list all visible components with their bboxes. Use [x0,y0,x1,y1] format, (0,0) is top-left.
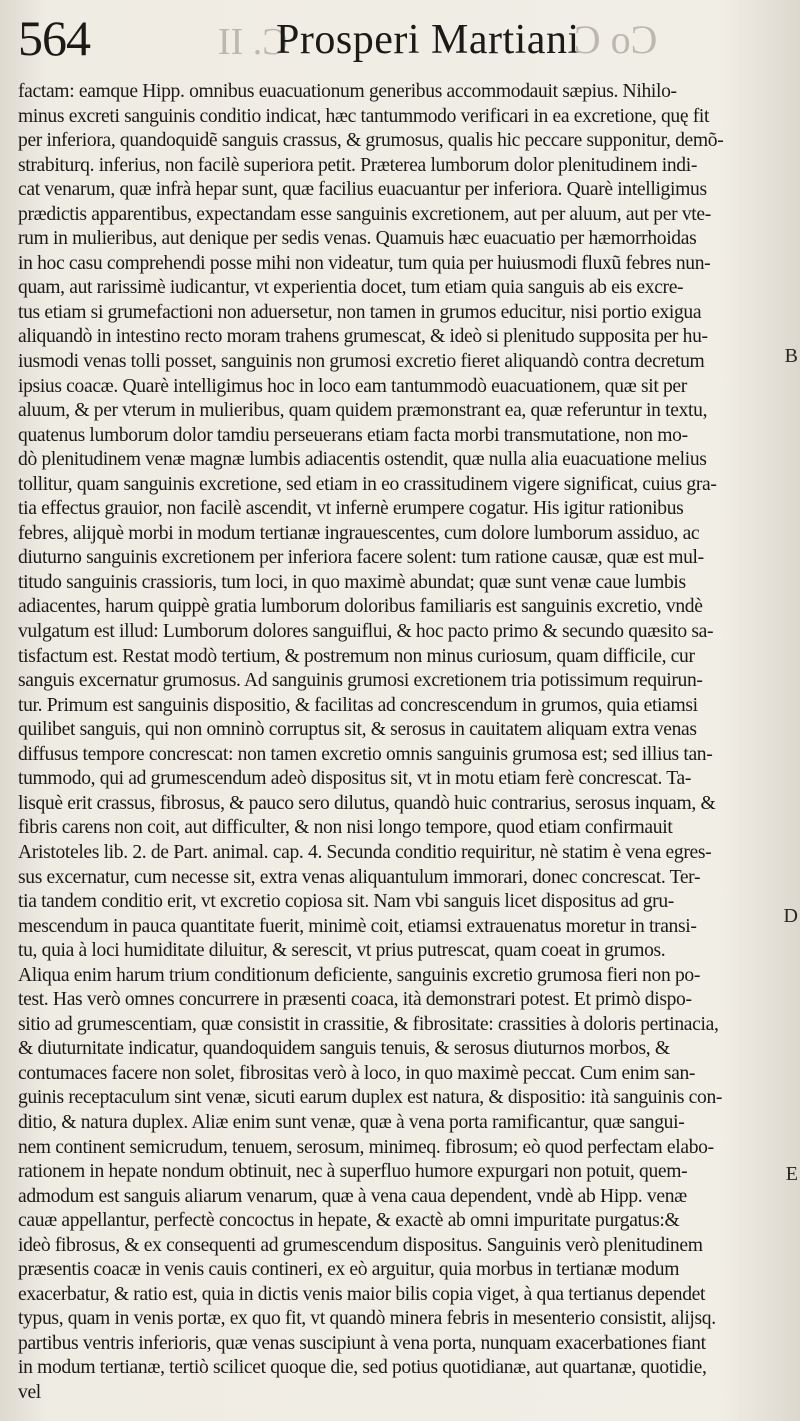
page-header [18,6,778,76]
text-line: diuturno sanguinis excretionem per inferiora facere solent: tum ratione causæ, quæ est mul- [18,547,704,569]
text-line: rum in mulieribus, aut denique per sedis venas. Quamuis hæc euacuatio per hæmorrhoidas [18,228,697,250]
text-line: in modum tertianæ, tertiò scilicet quoque die, sed potius quotidianæ, aut quartanæ, quotidie, [18,1357,707,1379]
text-line: rationem in hepate nondum obtinuit, nec à superfluo humore expurgari non potuit, quem- [18,1161,688,1183]
text-line: aluum, & per vterum in mulieribus, quam quidem præmonstrant ea, quæ referuntur in textu, [18,400,708,422]
text-line: tisfactum est. Restat modò tertium, & postremum non minus curiosum, quam difficile, cur [18,645,695,667]
running-title: Prosperi Martiani [276,17,580,63]
text-line: test. Has verò omnes concurrere in præsenti coaca, ità demonstrari potest. Et primò dispo- [18,989,692,1011]
text-line: iusmodi venas tolli posset, sanguinis non grumosi excretio fieret aliquandò contra decretum [18,351,705,373]
text-line: febres, alijquè morbi in modum tertianæ ingrauescentes, cum dolore lumborum assiduo, ac [18,522,700,544]
page-number: 564 [18,10,90,66]
text-line: Aliqua enim harum trium conditionum deficiente, sanguinis excretio grumosa fieri non po- [18,964,701,986]
text-line: sus excernatur, cum necesse sit, extra venas aliquantulum immorari, donec concrescat. Ter- [18,866,701,888]
text-line: titudo sanguinis crassioris, tum loci, in quo maximè abundat; quæ sunt venæ caue lumbis [18,571,686,593]
bleed-through-text: C. II [218,21,288,63]
text-line: tu, quia à loci humiditate diluitur, & serescit, vt prius putrescat, quam coeat in grumos. [18,940,666,962]
margin-letter: E [785,1163,798,1185]
text-line: præsentis coacæ in venis cauis contineri, ex eò arguitur, quia morbus in tertianæ modum [18,1259,680,1281]
text-line: adiacentes, harum quippè gratia lumborum doloribus familiaris est sanguinis excretio, vndè [18,596,703,618]
bleed-through-text: Co C [574,17,658,62]
text-line: sanguis excernatur grumosus. Ad sanguinis grumosi excretionem tria potissimum requirun- [18,670,703,692]
text-line: quam, aut rarissimè iudicantur, vt experientia docet, tum etiam quia sanguis ab eis excre- [18,277,684,299]
text-line: nem continent semicrudum, tenuem, serosum, minimeq. fibrosum; eò quod perfectam elabo- [18,1136,714,1158]
text-line: diffusus tempore concrescat: non tamen excretio omnis sanguinis grumosa est; sed illius tan- [18,743,713,765]
text-line: ideò fibrosus, & ex consequenti ad grumescendum dispositus. Sanguinis verò plenitudinem [18,1234,703,1256]
text-line: minus excreti sanguinis conditio indicat, hæc tantummodo verificari in ea excretione, quę fit [18,105,710,127]
text-line: tur. Primum est sanguinis dispositio, & facilitas ad concrescendum in grumos, quia etiamsi [18,694,698,716]
text-line: tollitur, quam sanguinis excretione, sed etiam in eo crassitudinem vigere significat, cuius gra- [18,473,717,495]
text-line: strabiturq. inferius, non facilè superiora petit. Præterea lumborum dolor plenitudinem indi- [18,154,697,176]
text-line: guinis receptaculum sint venæ, sicuti earum duplex est natura, & dispositio: ità sanguinis con- [18,1087,723,1109]
text-line: quilibet sanguis, qui non omninò corruptus sit, & serosus in cauitatem aliquam extra venas [18,719,697,741]
text-line: quatenus lumborum dolor tamdiu perseuerans etiam facta morbi transmutatione, non mo- [18,424,688,446]
text-line: exacerbatur, & ratio est, quia in dictis venis maior bilis copia viget, à qua tertianus dependet [18,1283,706,1305]
text-line: vulgatum est illud: Lumborum dolores sanguiflui, & hoc pacto primo & secundo quæsito sa- [18,621,714,643]
text-line: tus etiam si grumefactioni non aduersetur, non tamen in grumos educitur, nisi portio exigua [18,301,702,323]
text-line: factam: eamque Hipp. omnibus euacuationum generibus accommodauit sæpius. Nihilo- [18,81,677,102]
text-line: vel [18,1381,41,1403]
text-line: per inferiora, quandoquidẽ sanguis crassus, & grumosus, qualis hic peccare supponitur, demõ- [18,130,724,152]
text-line: contumaces facere non solet, fibrositas verò à loco, in quo maximè peccat. Cum enim san- [18,1062,696,1084]
text-line: tia tandem conditio erit, vt excretio copiosa sit. Nam vbi sanguis licet dispositus ad gru- [18,891,674,913]
margin-letter: B [784,345,798,367]
text-line: Aristoteles lib. 2. de Part. animal. cap. 4. Secunda conditio requiritur, nè statim è vena egres- [18,841,712,863]
text-line: sitio ad grumescentiam, quæ consistit in crassitie, & fibrositate: crassities à doloris pertinacia, [18,1013,719,1035]
text-line: tummodo, qui ad grumescendum adeò dispositus sit, vt in motu etiam ferè concrescat. Ta- [18,768,692,790]
text-line: cat venarum, quæ infrà hepar sunt, quæ facilius euacuantur per inferiora. Quarè intelligimus [18,179,707,201]
text-line: cauæ appellantur, perfectè concoctus in hepate, & exactè ab omni impuritate purgatus:& [18,1210,680,1232]
text-line: prædictis apparentibus, expectandam esse sanguinis excretionem, aut per aluum, aut per vte- [18,203,711,225]
text-line: & diuturnitate indicatur, quandoquidem sanguis tenuis, & serosus diuturnos morbos, & [18,1038,670,1060]
text-line: lisquè erit crassus, fibrosus, & pauco sero dilutus, quandò huic contrarius, serosus inquam, & [18,792,716,814]
text-line: tia effectus grauior, non facilè ascendit, vt infernè erumpere cogatur. His igitur rationibus [18,498,684,520]
text-line: partibus ventris inferioris, quæ venas suscipiunt à vena porta, nunquam exacerbationes fiant [18,1332,706,1354]
text-line: mescendum in pauca quantitate fuerit, minimè coit, etiamsi extrauenatus moretur in transi- [18,915,697,937]
text-line: fibris carens non coit, aut difficulter, & non nisi longo tempore, quod etiam confirmauit [18,817,673,839]
body-text [18,80,794,1406]
text-line: ditio, & natura duplex. Aliæ enim sunt venæ, quæ à vena porta ramificantur, quæ sangui- [18,1111,685,1133]
text-line: dò plenitudinem venæ magnæ lumbis adiacentis ostendit, quæ nulla alia euacuatione melius [18,449,707,471]
text-line: aliquandò in intestino recto moram trahens grumescat, & ideò si plenitudo supposita per hu- [18,326,708,348]
text-line: admodum est sanguis aliarum venarum, quæ à vena caua dependent, vndè ab Hipp. venæ [18,1185,687,1207]
margin-letter: D [783,905,798,927]
text-line: in hoc casu comprehendi posse mihi non videatur, tum quia per huiusmodi fluxũ febres nun- [18,252,711,274]
text-line: ipsius coacæ. Quarè intelligimus hoc in loco eam tantummodò euacuationem, quæ sit per [18,375,687,397]
text-line: typus, quam in venis portæ, ex quo fit, vt quandò minera febris in mesenterio consistit, alijsq. [18,1308,716,1330]
